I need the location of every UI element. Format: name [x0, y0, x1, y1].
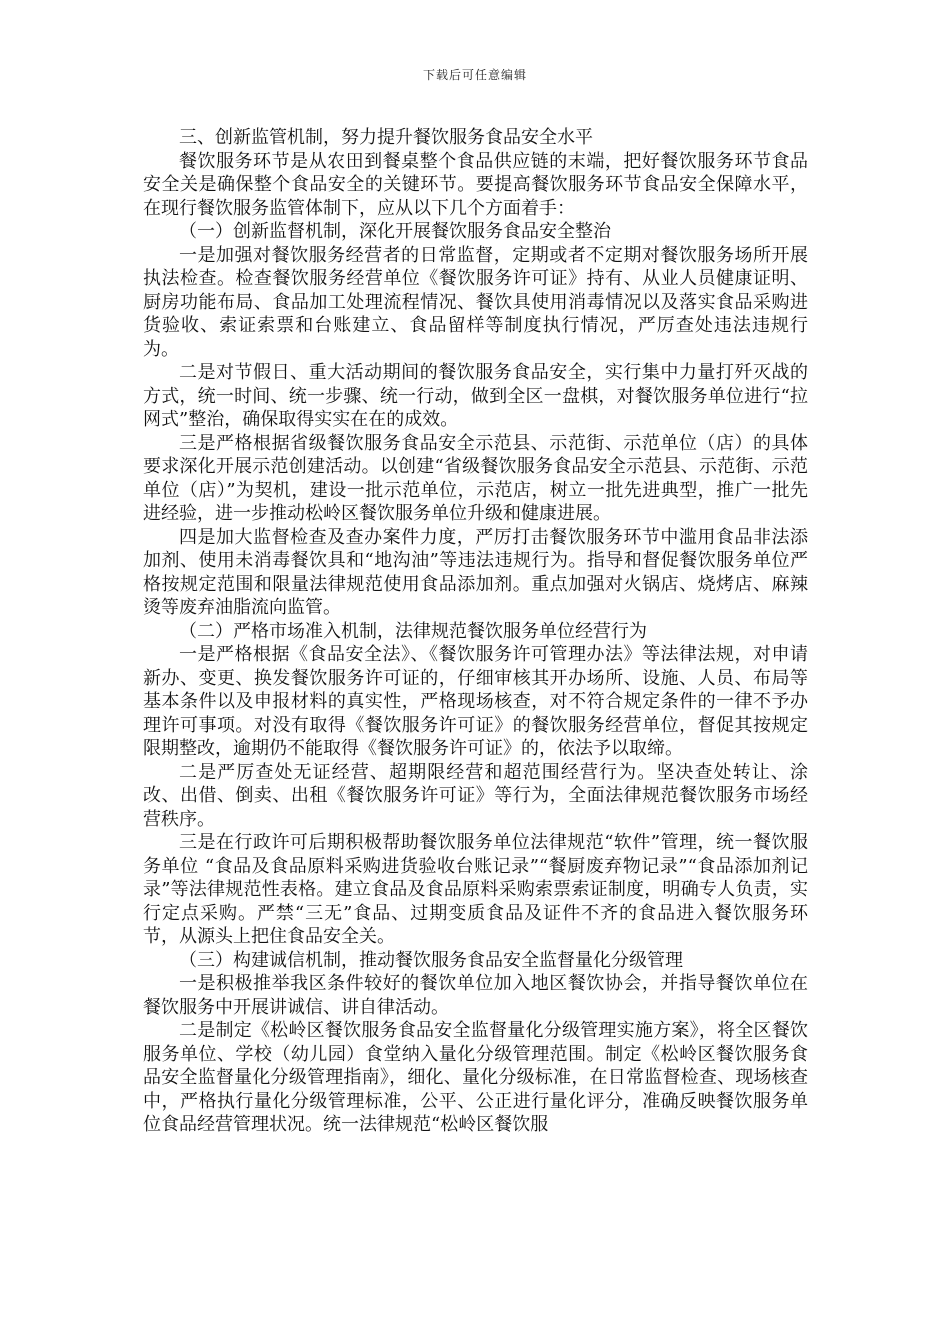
subsection-heading: （二）严格市场准入机制，法律规范餐饮服务单位经营行为 [179, 620, 647, 642]
header-note: 下载后可任意编辑 [422, 68, 527, 82]
paragraph: 三是在行政许可后期积极帮助餐饮服务单位法律规范“软件”管理，统一餐饮服务单位 “食品及食品原料采购进货验收台账记录”“餐厨废弃物记录”“食品添加剂记录”等法律规范性表格。建立食品及食品原料采购索票索证制度，明确专人负责，实行定点采购。严禁“三无”食品、过期变质食品及证件不齐的食品进入餐饮服务环节，从源头上把住食品安全关。 [143, 832, 808, 947]
subsection-heading: （三）构建诚信机制，推动餐饮服务食品安全监督量化分级管理 [179, 949, 683, 971]
paragraph: 餐饮服务环节是从农田到餐桌整个食品供应链的末端，把好餐饮服务环节食品安全关是确保整个食品安全的关键环节。要提高餐饮服务环节食品安全保障水平，在现行餐饮服务监管体制下，应从以下几个方面着手： [143, 150, 808, 219]
paragraph: 二是严厉查处无证经营、超期限经营和超范围经营行为。坚决查处转让、涂改、出借、倒卖、出租《餐饮服务许可证》等行为，全面法律规范餐饮服务市场经营秩序。 [143, 761, 808, 830]
section-heading: 三、创新监管机制，努力提升餐饮服务食品安全水平 [179, 127, 593, 148]
paragraph: 二是对节假日、重大活动期间的餐饮服务食品安全，实行集中力量打歼灭战的方式，统一时间、统一步骤、统一行动，做到全区一盘棋，对餐饮服务单位进行“拉网式”整治，确保取得实实在在的成效。 [143, 362, 808, 430]
paragraph: 三是严格根据省级餐饮服务食品安全示范县、示范街、示范单位（店）的具体要求深化开展示范创建活动。以创建“省级餐饮服务食品安全示范县、示范街、示范单位（店）”为契机，建设一批示范单位，示范店，树立一批先进典型，推广一批先进经验，进一步推动松岭区餐饮服务单位升级和健康进展。 [143, 432, 808, 524]
document-body [143, 126, 808, 1137]
subsection-heading: （一）创新监督机制，深化开展餐饮服务食品安全整治 [179, 221, 611, 242]
paragraph: 一是加强对餐饮服务经营者的日常监督，定期或者不定期对餐饮服务场所开展执法检查。检查餐饮服务经营单位《餐饮服务许可证》持有、从业人员健康证明、厨房功能布局、食品加工处理流程情况、餐饮具使用消毒情况以及落实食品采购进货验收、索证索票和台账建立、食品留样等制度执行情况，严厉查处违法违规行为。 [143, 244, 808, 360]
paragraph: 一是积极推举我区条件较好的餐饮单位加入地区餐饮协会，并指导餐饮单位在餐饮服务中开展讲诚信、讲自律活动。 [143, 973, 808, 1018]
paragraph: 四是加大监督检查及查办案件力度，严厉打击餐饮服务环节中滥用食品非法添加剂、使用未消毒餐饮具和“地沟油”等违法违规行为。指导和督促餐饮服务单位严格按规定范围和限量法律规范使用食品添加剂。重点加强对火锅店、烧烤店、麻辣烫等废弃油脂流向监管。 [143, 526, 808, 618]
paragraph: 一是严格根据《食品安全法》、《餐饮服务许可管理办法》等法律法规，对申请新办、变更、换发餐饮服务许可证的，仔细审核其开办场所、设施、人员、布局等基本条件以及申报材料的真实性，严格现场核查，对不符合规定条件的一律不予办理许可事项。对没有取得《餐饮服务许可证》的餐饮服务经营单位，督促其按规定限期整改，逾期仍不能取得《餐饮服务许可证》的，依法予以取缔。 [143, 644, 808, 759]
paragraph: 二是制定《松岭区餐饮服务食品安全监督量化分级管理实施方案》，将全区餐饮服务单位、学校（幼儿园）食堂纳入量化分级管理范围。制定《松岭区餐饮服务食品安全监督量化分级管理指南》，细化、量化分级标准，在日常监督检查、现场核查中，严格执行量化分级管理标准，公平、公正进行量化评分，准确反映餐饮服务单位食品经营管理状况。统一法律规范“松岭区餐饮服 [143, 1020, 808, 1135]
